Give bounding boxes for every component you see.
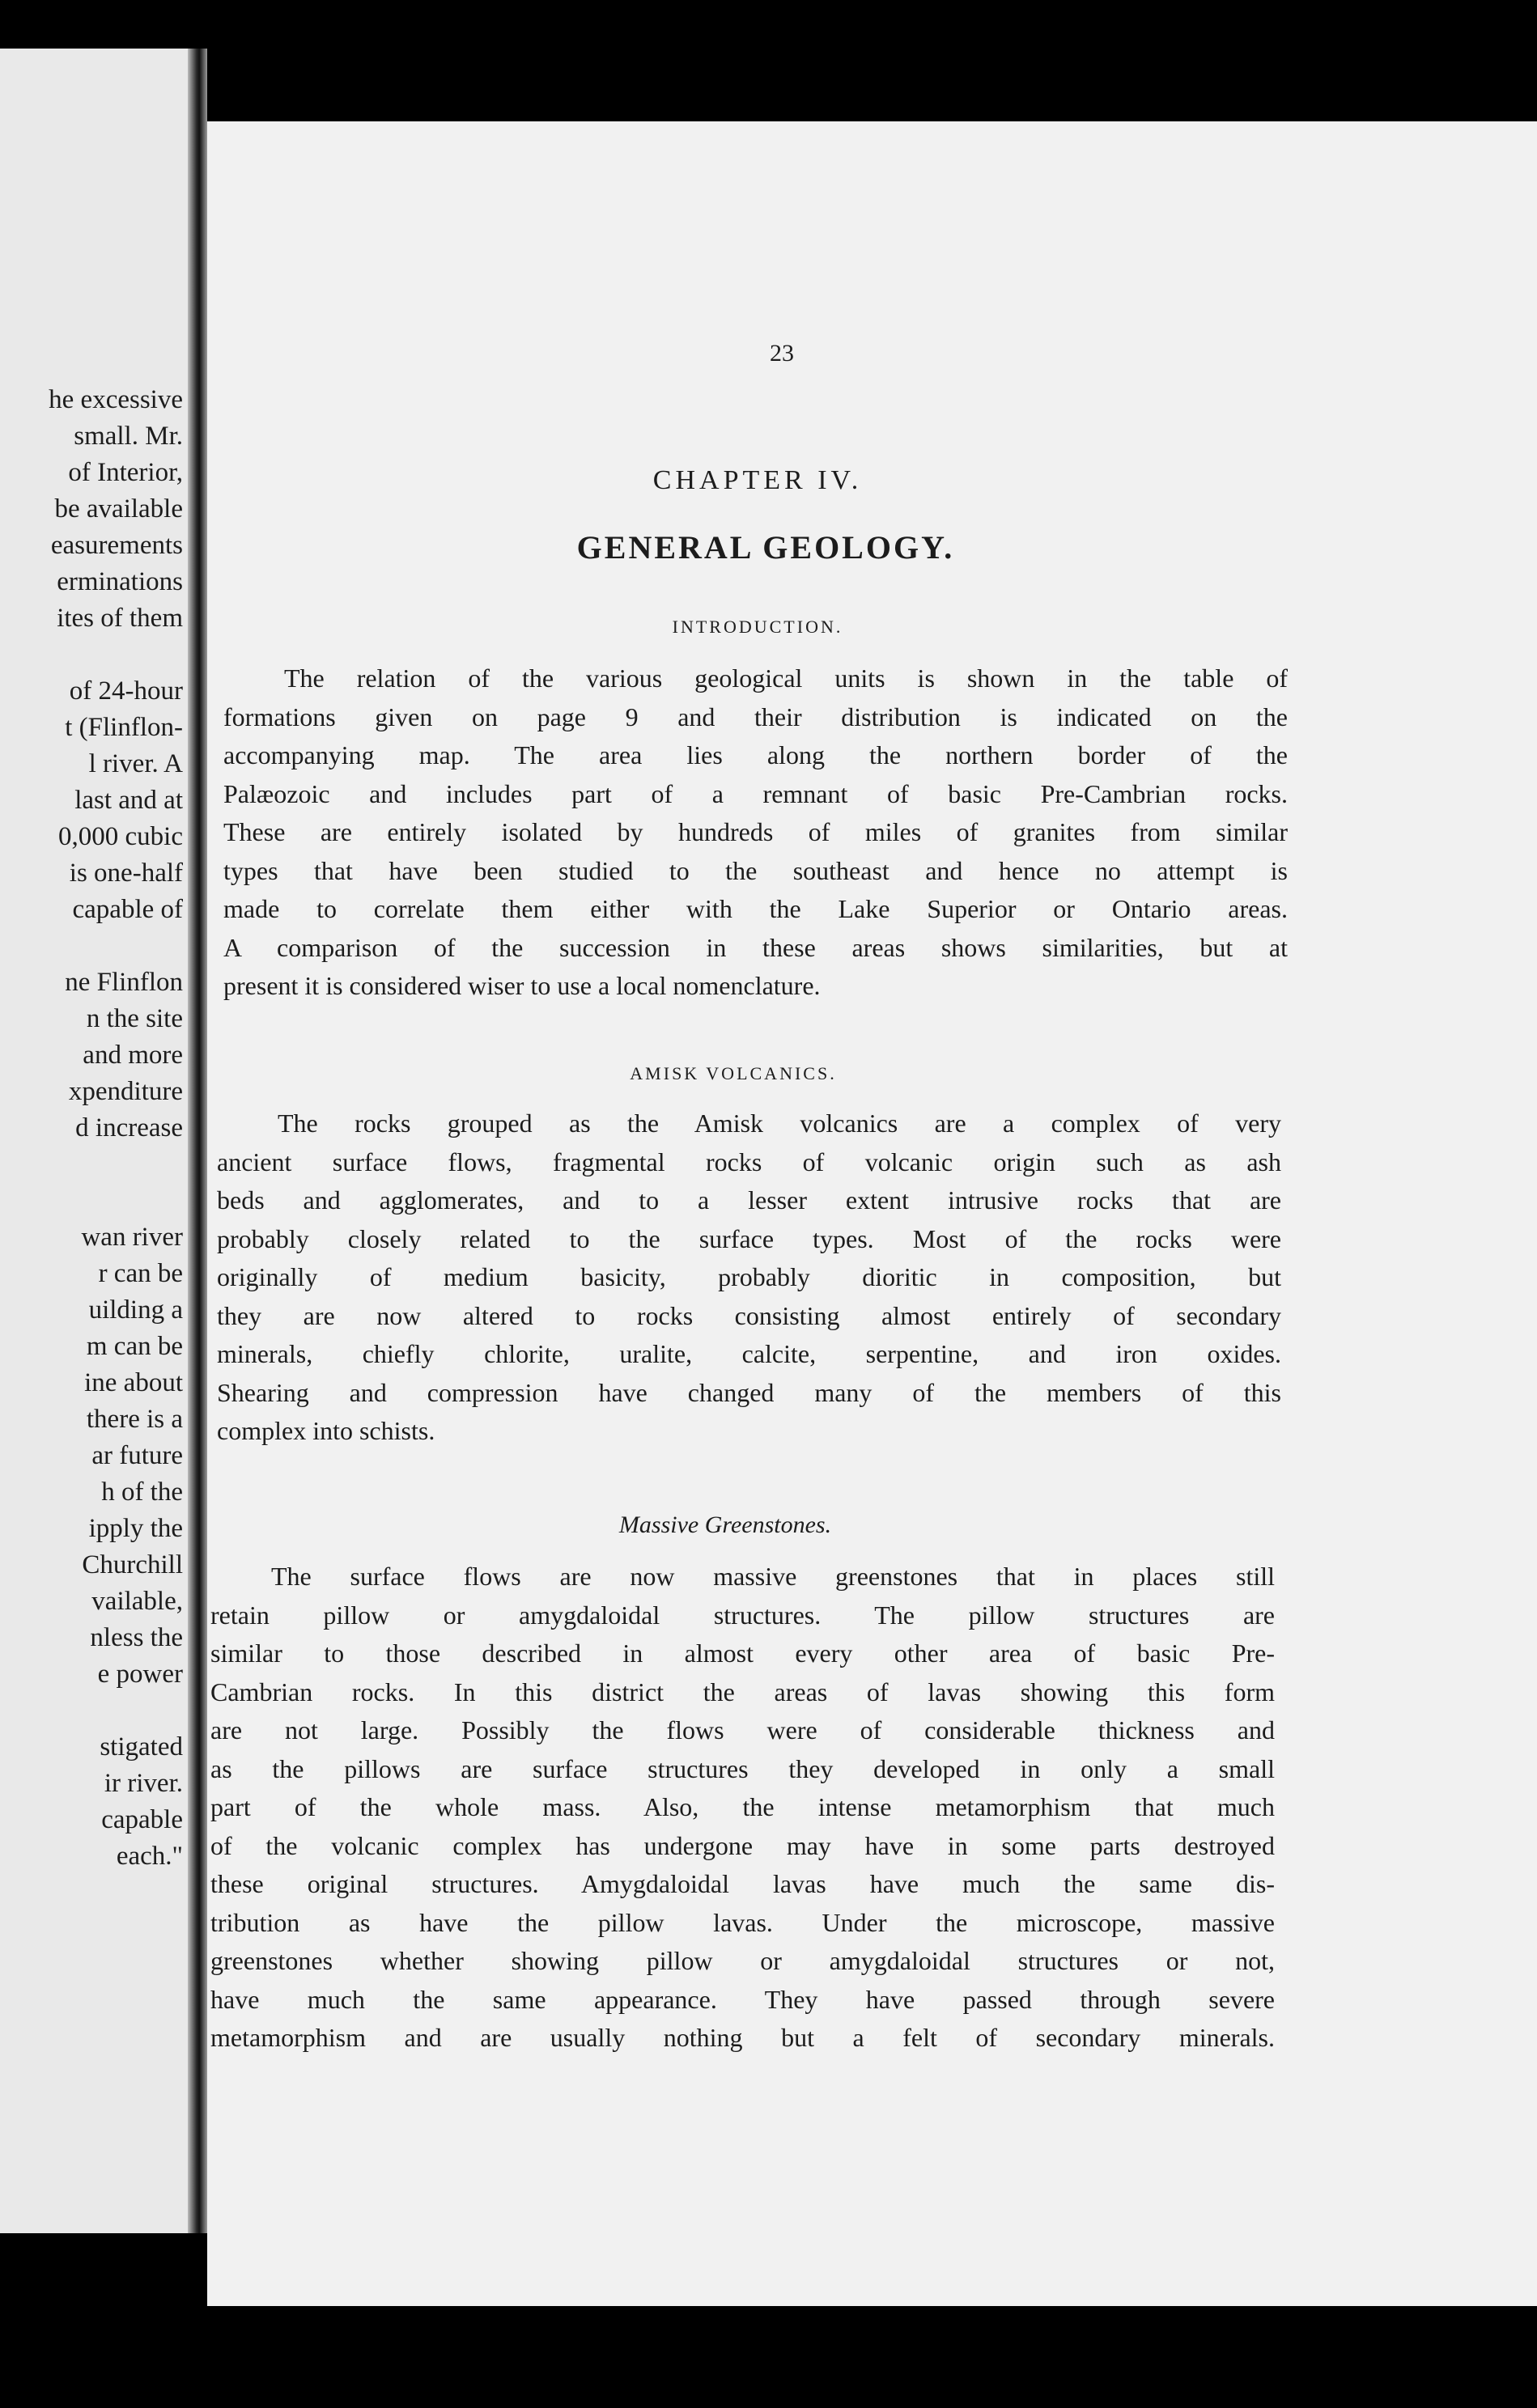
text-line: minerals, chiefly chlorite, uralite, calcite, serpentine, and iron oxides. <box>217 1339 1281 1368</box>
text-line: complex into schists. <box>217 1416 435 1445</box>
previous-page-line: vailable, <box>91 1587 183 1616</box>
previous-page-line: is one-half <box>69 858 183 888</box>
previous-page-line <box>0 637 183 673</box>
text-line: formations given on page 9 and their distribution is indicated on the <box>223 702 1288 731</box>
text-line: types that have been studied to the southeast and hence no attempt is <box>223 855 1288 885</box>
previous-page-line: easurements <box>50 531 183 560</box>
previous-page-fragment <box>0 49 188 2233</box>
text-line: of the volcanic complex has undergone may have in some parts destroyed <box>210 1830 1275 1860</box>
text-line: tribution as have the pillow lavas. Under the microscope, massive <box>210 1907 1275 1937</box>
previous-page-line: he excessive <box>49 385 183 414</box>
previous-page-line: ites of them <box>57 604 183 633</box>
text-line: retain pillow or amygdaloidal structures. The pillow structures are <box>210 1600 1275 1630</box>
previous-page-line <box>0 1693 183 1729</box>
text-line: greenstones whether showing pillow or amygdaloidal structures or not, <box>210 1946 1275 1975</box>
previous-page-line <box>0 1183 183 1219</box>
previous-page-line: stigated <box>100 1732 183 1761</box>
previous-page-line: t (Flinflon- <box>65 713 183 742</box>
paragraph-amisk-volcanics <box>217 1104 1281 1451</box>
previous-page-line: ir river. <box>104 1769 183 1798</box>
text-line: The relation of the various geological units is shown in the table of <box>284 663 1288 693</box>
previous-page-line <box>0 1147 183 1183</box>
previous-page-line: m can be <box>86 1332 183 1361</box>
text-line: These are entirely isolated by hundreds of miles of granites from similar <box>223 817 1288 846</box>
previous-page-line: ine about <box>84 1368 183 1397</box>
main-page <box>207 121 1537 2306</box>
text-line: metamorphism and are usually nothing but a felt of secondary minerals. <box>210 2023 1275 2052</box>
previous-page-line: erminations <box>57 567 183 596</box>
text-line: probably closely related to the surface types. Most of the rocks were <box>217 1223 1281 1253</box>
previous-page-line: small. Mr. <box>74 422 183 451</box>
previous-page-line: capable of <box>72 895 183 924</box>
text-line: similar to those described in almost every other area of basic Pre- <box>210 1639 1275 1668</box>
previous-page-line: ar future <box>91 1441 183 1470</box>
previous-page-line: nless the <box>90 1623 183 1652</box>
paragraph-massive-greenstones <box>210 1558 1275 2058</box>
text-line: Shearing and compression have changed many of the members of this <box>217 1377 1281 1407</box>
previous-page-line: r can be <box>98 1259 183 1288</box>
previous-page-line: e power <box>97 1660 183 1689</box>
previous-page-line: wan river <box>81 1223 183 1252</box>
previous-page-line: capable <box>101 1805 183 1834</box>
text-line: made to correlate them either with the Lake Superior or Ontario areas. <box>223 894 1288 923</box>
text-line: beds and agglomerates, and to a lesser extent intrusive rocks that are <box>217 1185 1281 1215</box>
previous-page-line: last and at <box>74 786 183 815</box>
previous-page-line: Churchill <box>82 1550 183 1579</box>
previous-page-line: of Interior, <box>68 458 183 487</box>
text-line: present it is considered wiser to use a local nomenclature. <box>223 971 821 1000</box>
previous-page-line: l river. A <box>88 749 183 778</box>
previous-page-line: 0,000 cubic <box>58 822 183 851</box>
previous-page-line: there is a <box>86 1405 183 1434</box>
previous-page-line: and more <box>83 1041 183 1070</box>
previous-page-line: xpenditure <box>68 1077 183 1106</box>
previous-page-line: ne Flinflon <box>65 968 183 997</box>
previous-page-line: n the site <box>86 1004 183 1033</box>
section-heading-amisk-volcanics: AMISK VOLCANICS. <box>630 1063 837 1083</box>
text-line: The surface flows are now massive greenstones that in places still <box>271 1562 1275 1591</box>
text-line: part of the whole mass. Also, the intense metamorphism that much <box>210 1792 1275 1821</box>
chapter-label: CHAPTER IV. <box>652 465 863 495</box>
text-line: Palæozoic and includes part of a remnant of basic Pre-Cambrian rocks. <box>223 778 1288 808</box>
chapter-title: GENERAL GEOLOGY. <box>576 529 955 566</box>
text-line: The rocks grouped as the Amisk volcanics are a complex of very <box>278 1109 1281 1138</box>
previous-page-line: ipply the <box>88 1514 183 1543</box>
page-number: 23 <box>770 340 794 367</box>
previous-page-line: of 24-hour <box>69 676 183 706</box>
previous-page-line: uilding a <box>88 1295 183 1325</box>
section-heading-introduction: INTRODUCTION. <box>672 617 843 637</box>
book-gutter <box>188 49 207 2233</box>
text-line: as the pillows are surface structures they developed in only a small <box>210 1753 1275 1783</box>
previous-page-line: each." <box>116 1842 183 1871</box>
text-line: these original structures. Amygdaloidal lavas have much the same dis- <box>210 1869 1275 1898</box>
text-line: ancient surface flows, fragmental rocks of volcanic origin such as ash <box>217 1147 1281 1176</box>
text-line: have much the same appearance. They have passed through severe <box>210 1984 1275 2014</box>
paragraph-introduction <box>223 659 1288 1006</box>
text-line: originally of medium basicity, probably dioritic in composition, but <box>217 1262 1281 1291</box>
text-line: accompanying map. The area lies along the northern border of the <box>223 740 1288 769</box>
text-line: A comparison of the succession in these areas shows similarities, but at <box>223 932 1288 962</box>
previous-page-line <box>0 928 183 964</box>
sub-heading-massive-greenstones: Massive Greenstones. <box>618 1511 832 1538</box>
previous-page-line: be available <box>54 494 183 524</box>
previous-page-line: d increase <box>75 1113 183 1143</box>
text-line: are not large. Possibly the flows were of considerable thickness and <box>210 1715 1275 1745</box>
text-line: Cambrian rocks. In this district the areas of lavas showing this form <box>210 1677 1275 1706</box>
previous-page-text <box>0 382 183 1875</box>
previous-page-line: h of the <box>101 1477 183 1507</box>
text-line: they are now altered to rocks consisting almost entirely of secondary <box>217 1300 1281 1330</box>
